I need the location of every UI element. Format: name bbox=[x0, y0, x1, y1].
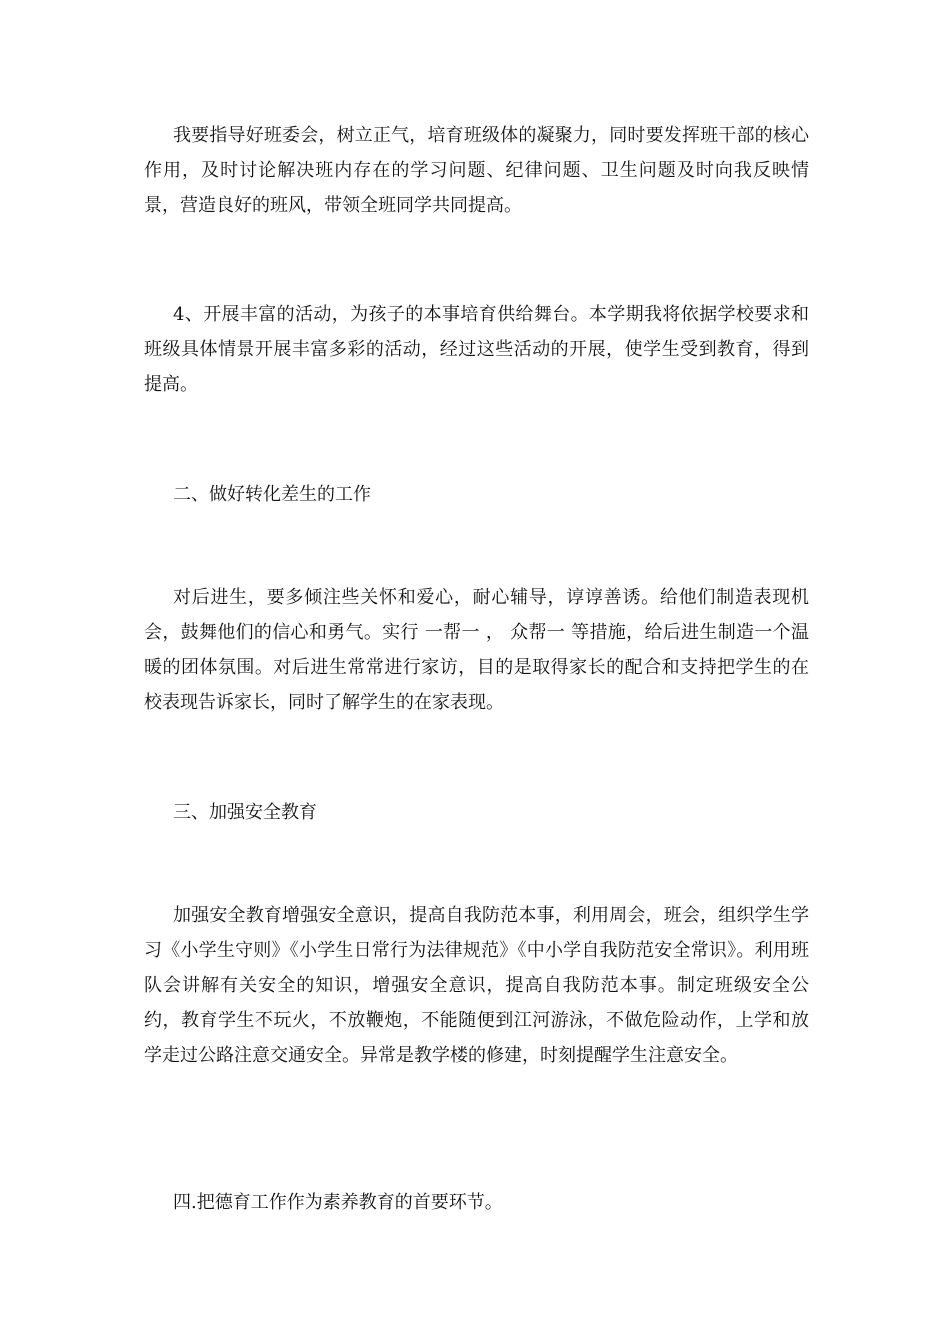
heading-safety-education: 三、加强安全教育 bbox=[173, 802, 317, 823]
heading-moral-education: 四.把德育工作作为素养教育的首要环节。 bbox=[173, 1192, 503, 1213]
paragraph-underachievers: 对后进生，要多倾注些关怀和爱心，耐心辅导，谆谆善诱。给他们制造表现机会，鼓舞他们的信心和勇气。实行 一帮一 ， 众帮一 等措施，给后进生制造一个温暖的团体氛围。对后进生常常进行家访，目的是取得家长的配合和支持把学生的在校表现告诉家长，同时了解学生的在家表现。 bbox=[144, 587, 809, 713]
paragraph-activities: 4、开展丰富的活动，为孩子的本事培育供给舞台。本学期我将依据学校要求和班级具体情景开展丰富多彩的活动，经过这些活动的开展，使学生受到教育，得到提高。 bbox=[144, 304, 809, 395]
paragraph-safety: 加强安全教育增强安全意识，提高自我防范本事，利用周会，班会，组织学生学习《小学生守则》《小学生日常行为法律规范》《中小学自我防范安全常识》。利用班队会讲解有关安全的知识，增强安全意识，提高自我防范本事。制定班级安全公约，教育学生不玩火，不放鞭炮，不能随便到江河游泳，不做危险动作，上学和放学走过公路注意交通安全。异常是教学楼的修建，时刻提醒学生注意安全。 bbox=[144, 905, 809, 1066]
heading-transform-students: 二、做好转化差生的工作 bbox=[173, 484, 371, 505]
paragraph-class-committee: 我要指导好班委会，树立正气，培育班级体的凝聚力，同时要发挥班干部的核心作用，及时讨论解决班内存在的学习问题、纪律问题、卫生问题及时向我反映情景，营造良好的班风，带领全班同学共同提高。 bbox=[144, 125, 809, 216]
